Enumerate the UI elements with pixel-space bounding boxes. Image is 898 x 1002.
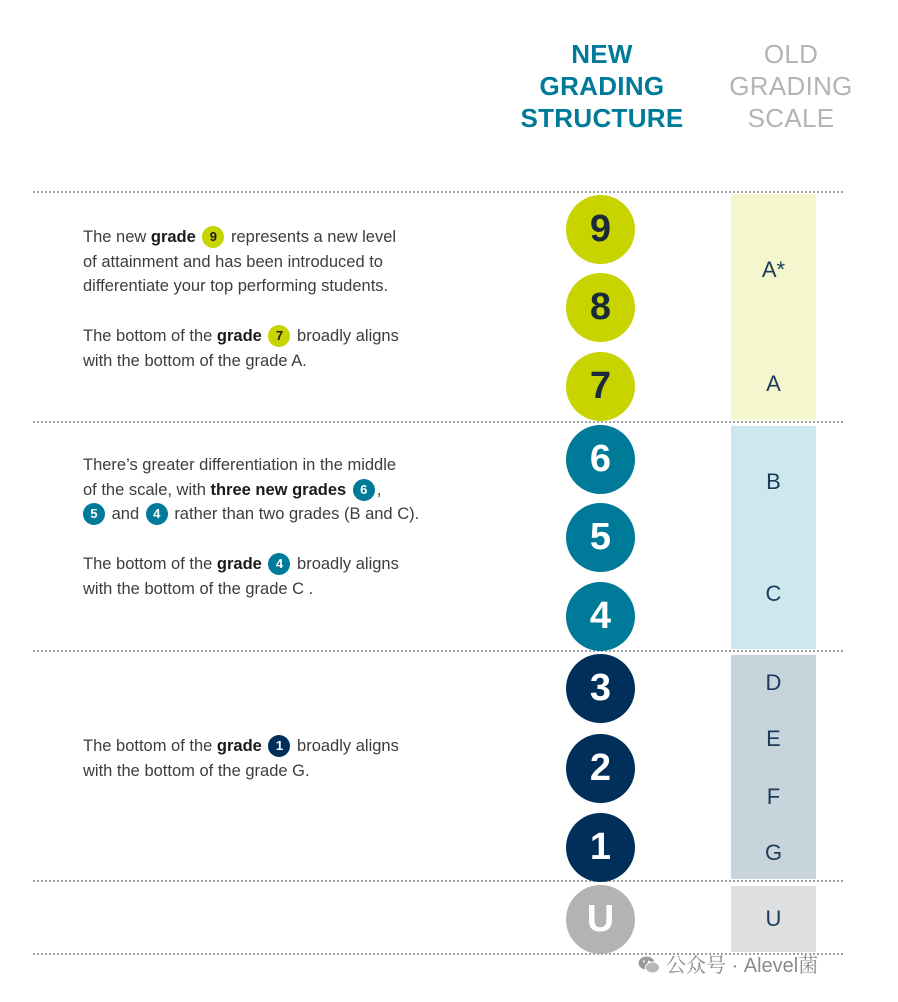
old-grade-u: U xyxy=(765,906,782,931)
watermark xyxy=(638,952,818,980)
old-grading-scale-header: OLD GRADING SCALE xyxy=(729,39,853,133)
watermark-text: 公众号 · Alevel菌 xyxy=(666,955,819,977)
inline-grade-1-badge: 1 xyxy=(268,735,290,757)
new-grade-8: 8 xyxy=(566,273,635,342)
bottom-paragraph-1: The bottom of the grade 1 broadly aligns with the bottom of the grade G. xyxy=(83,737,399,780)
middle-paragraph-2: The bottom of the grade 4 broadly aligns with the bottom of the grade C . xyxy=(83,555,399,598)
old-grade-b: B xyxy=(766,469,781,494)
middle-paragraph-1: There’s greater differentiation in the middle of the scale, with three new grades 6 , 5 and 4 rather than two grades (B and C). xyxy=(83,456,420,523)
new-grade-5: 5 xyxy=(566,503,635,572)
old-band-b-c xyxy=(731,426,816,649)
divider-u xyxy=(33,880,843,882)
new-grade-6: 6 xyxy=(566,425,635,494)
new-grade-1: 1 xyxy=(566,813,635,882)
old-grade-c: C xyxy=(765,581,782,606)
new-grade-7: 7 xyxy=(566,352,635,421)
wechat-icon xyxy=(638,956,660,974)
new-grade-u: U xyxy=(566,885,635,954)
inline-grade-6-badge: 6 xyxy=(353,479,375,501)
inline-grade-4-badge-2: 4 xyxy=(268,553,290,575)
new-grade-9: 9 xyxy=(566,195,635,264)
old-grade-a-star: A* xyxy=(761,257,786,282)
old-grade-d: D xyxy=(765,670,782,695)
divider-top xyxy=(33,191,843,193)
inline-grade-7-badge: 7 xyxy=(268,325,290,347)
new-grade-2: 2 xyxy=(566,734,635,803)
new-grade-3: 3 xyxy=(566,654,635,723)
top-paragraph-2: The bottom of the grade 7 broadly aligns with the bottom of the grade A. xyxy=(83,327,399,370)
divider-lower xyxy=(33,650,843,652)
divider-upper xyxy=(33,421,843,423)
old-grade-g: G xyxy=(764,840,783,865)
old-grade-a: A xyxy=(766,371,781,396)
new-grading-structure-header: NEW GRADING STRUCTURE xyxy=(520,39,684,133)
new-grade-4: 4 xyxy=(566,582,635,651)
inline-grade-4-badge: 4 xyxy=(146,503,168,525)
inline-grade-5-badge: 5 xyxy=(83,503,105,525)
inline-grade-9-badge: 9 xyxy=(202,226,224,248)
old-grade-f: F xyxy=(766,784,781,809)
top-paragraph-1: The new grade 9 represents a new level of attainment and has been introduced to differentiate your top performing students. xyxy=(83,228,397,295)
old-grade-e: E xyxy=(766,726,781,751)
